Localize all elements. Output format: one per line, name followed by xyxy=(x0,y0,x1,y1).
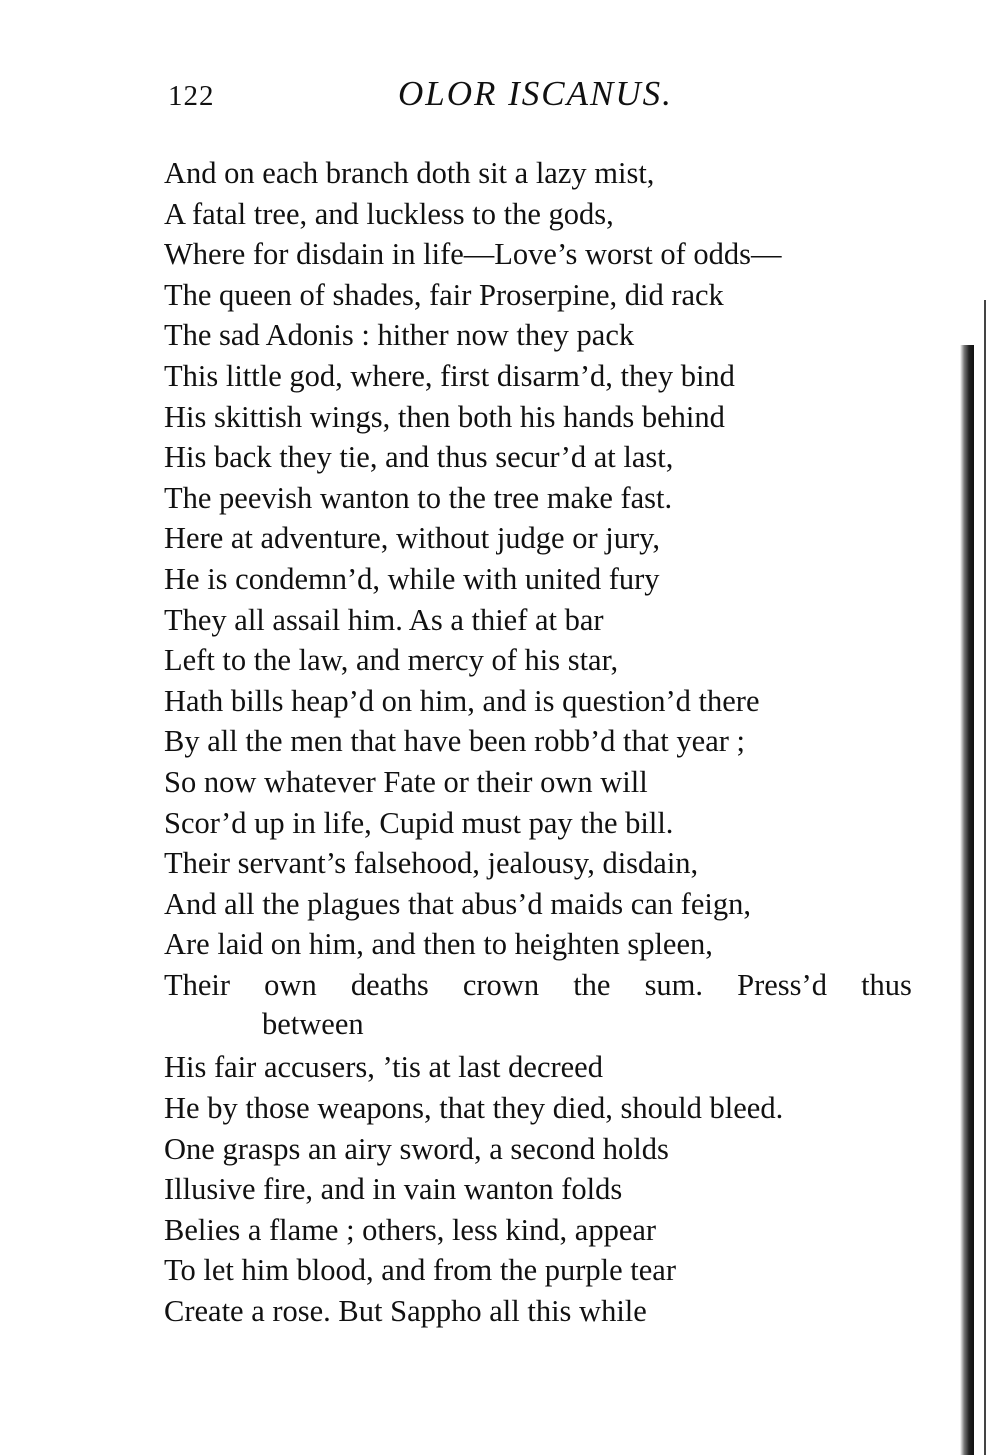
poem-line: Create a rose. But Sappho all this while xyxy=(164,1294,647,1329)
poem-line: Are laid on him, and then to heighten spleen, xyxy=(164,927,713,962)
poem-line: So now whatever Fate or their own will xyxy=(164,764,648,799)
poem-line: Illusive fire, and in vain wanton folds xyxy=(164,1172,623,1207)
poem-line: The peevish wanton to the tree make fast. xyxy=(164,480,673,515)
word: sum. xyxy=(644,967,704,1002)
word: the xyxy=(573,967,611,1002)
poem-line: Left to the law, and mercy of his star, xyxy=(164,643,619,678)
poem-line: The sad Adonis : hither now they pack xyxy=(164,318,635,353)
poem-line-justified xyxy=(164,965,912,1006)
scan-edge-line xyxy=(984,300,986,1455)
poem-line: This little god, where, first disarm’d, they bind xyxy=(164,358,735,393)
poem-text xyxy=(164,153,924,1332)
poem-line: Hath bills heap’d on him, and is question’d there xyxy=(164,683,760,718)
poem-line: Here at adventure, without judge or jury, xyxy=(164,521,661,556)
poem-line: His back they tie, and thus secur’d at last, xyxy=(164,440,674,475)
poem-line: One grasps an airy sword, a second holds xyxy=(164,1131,669,1166)
poem-line: And all the plagues that abus’d maids can feign, xyxy=(164,886,751,921)
poem-line: Scor’d up in life, Cupid must pay the bill. xyxy=(164,805,674,840)
poem-line: He is condemn’d, while with united fury xyxy=(164,561,660,596)
poem-line: His fair accusers, ’tis at last decreed xyxy=(164,1050,603,1085)
poem-line: They all assail him. As a thief at bar xyxy=(164,602,604,637)
poem-line: By all the men that have been robb’d that year ; xyxy=(164,724,745,759)
poem-line: A fatal tree, and luckless to the gods, xyxy=(164,196,614,231)
running-title: OLOR ISCANUS. xyxy=(398,74,673,113)
page-gutter-shadow xyxy=(960,345,974,1455)
poem-line: The queen of shades, fair Proserpine, did rack xyxy=(164,277,724,312)
poem-line: Where for disdain in life—Love’s worst of odds— xyxy=(164,237,782,272)
poem-line: He by those weapons, that they died, should bleed. xyxy=(164,1091,784,1126)
word: crown xyxy=(462,967,540,1002)
word: Press’d xyxy=(737,967,827,1002)
word: Their xyxy=(164,967,231,1002)
poem-line: To let him blood, and from the purple tear xyxy=(164,1253,676,1288)
page-number: 122 xyxy=(168,80,215,112)
word: deaths xyxy=(350,967,429,1002)
poem-line-turnover: between xyxy=(262,1007,364,1042)
poem-line: And on each branch doth sit a lazy mist, xyxy=(164,156,655,190)
word: own xyxy=(264,967,317,1002)
poem-line: Belies a flame ; others, less kind, appear xyxy=(164,1212,657,1247)
poem-line: Their servant’s falsehood, jealousy, disdain, xyxy=(164,846,699,881)
word: thus xyxy=(861,967,912,1002)
poem-line: His skittish wings, then both his hands behind xyxy=(164,399,725,434)
